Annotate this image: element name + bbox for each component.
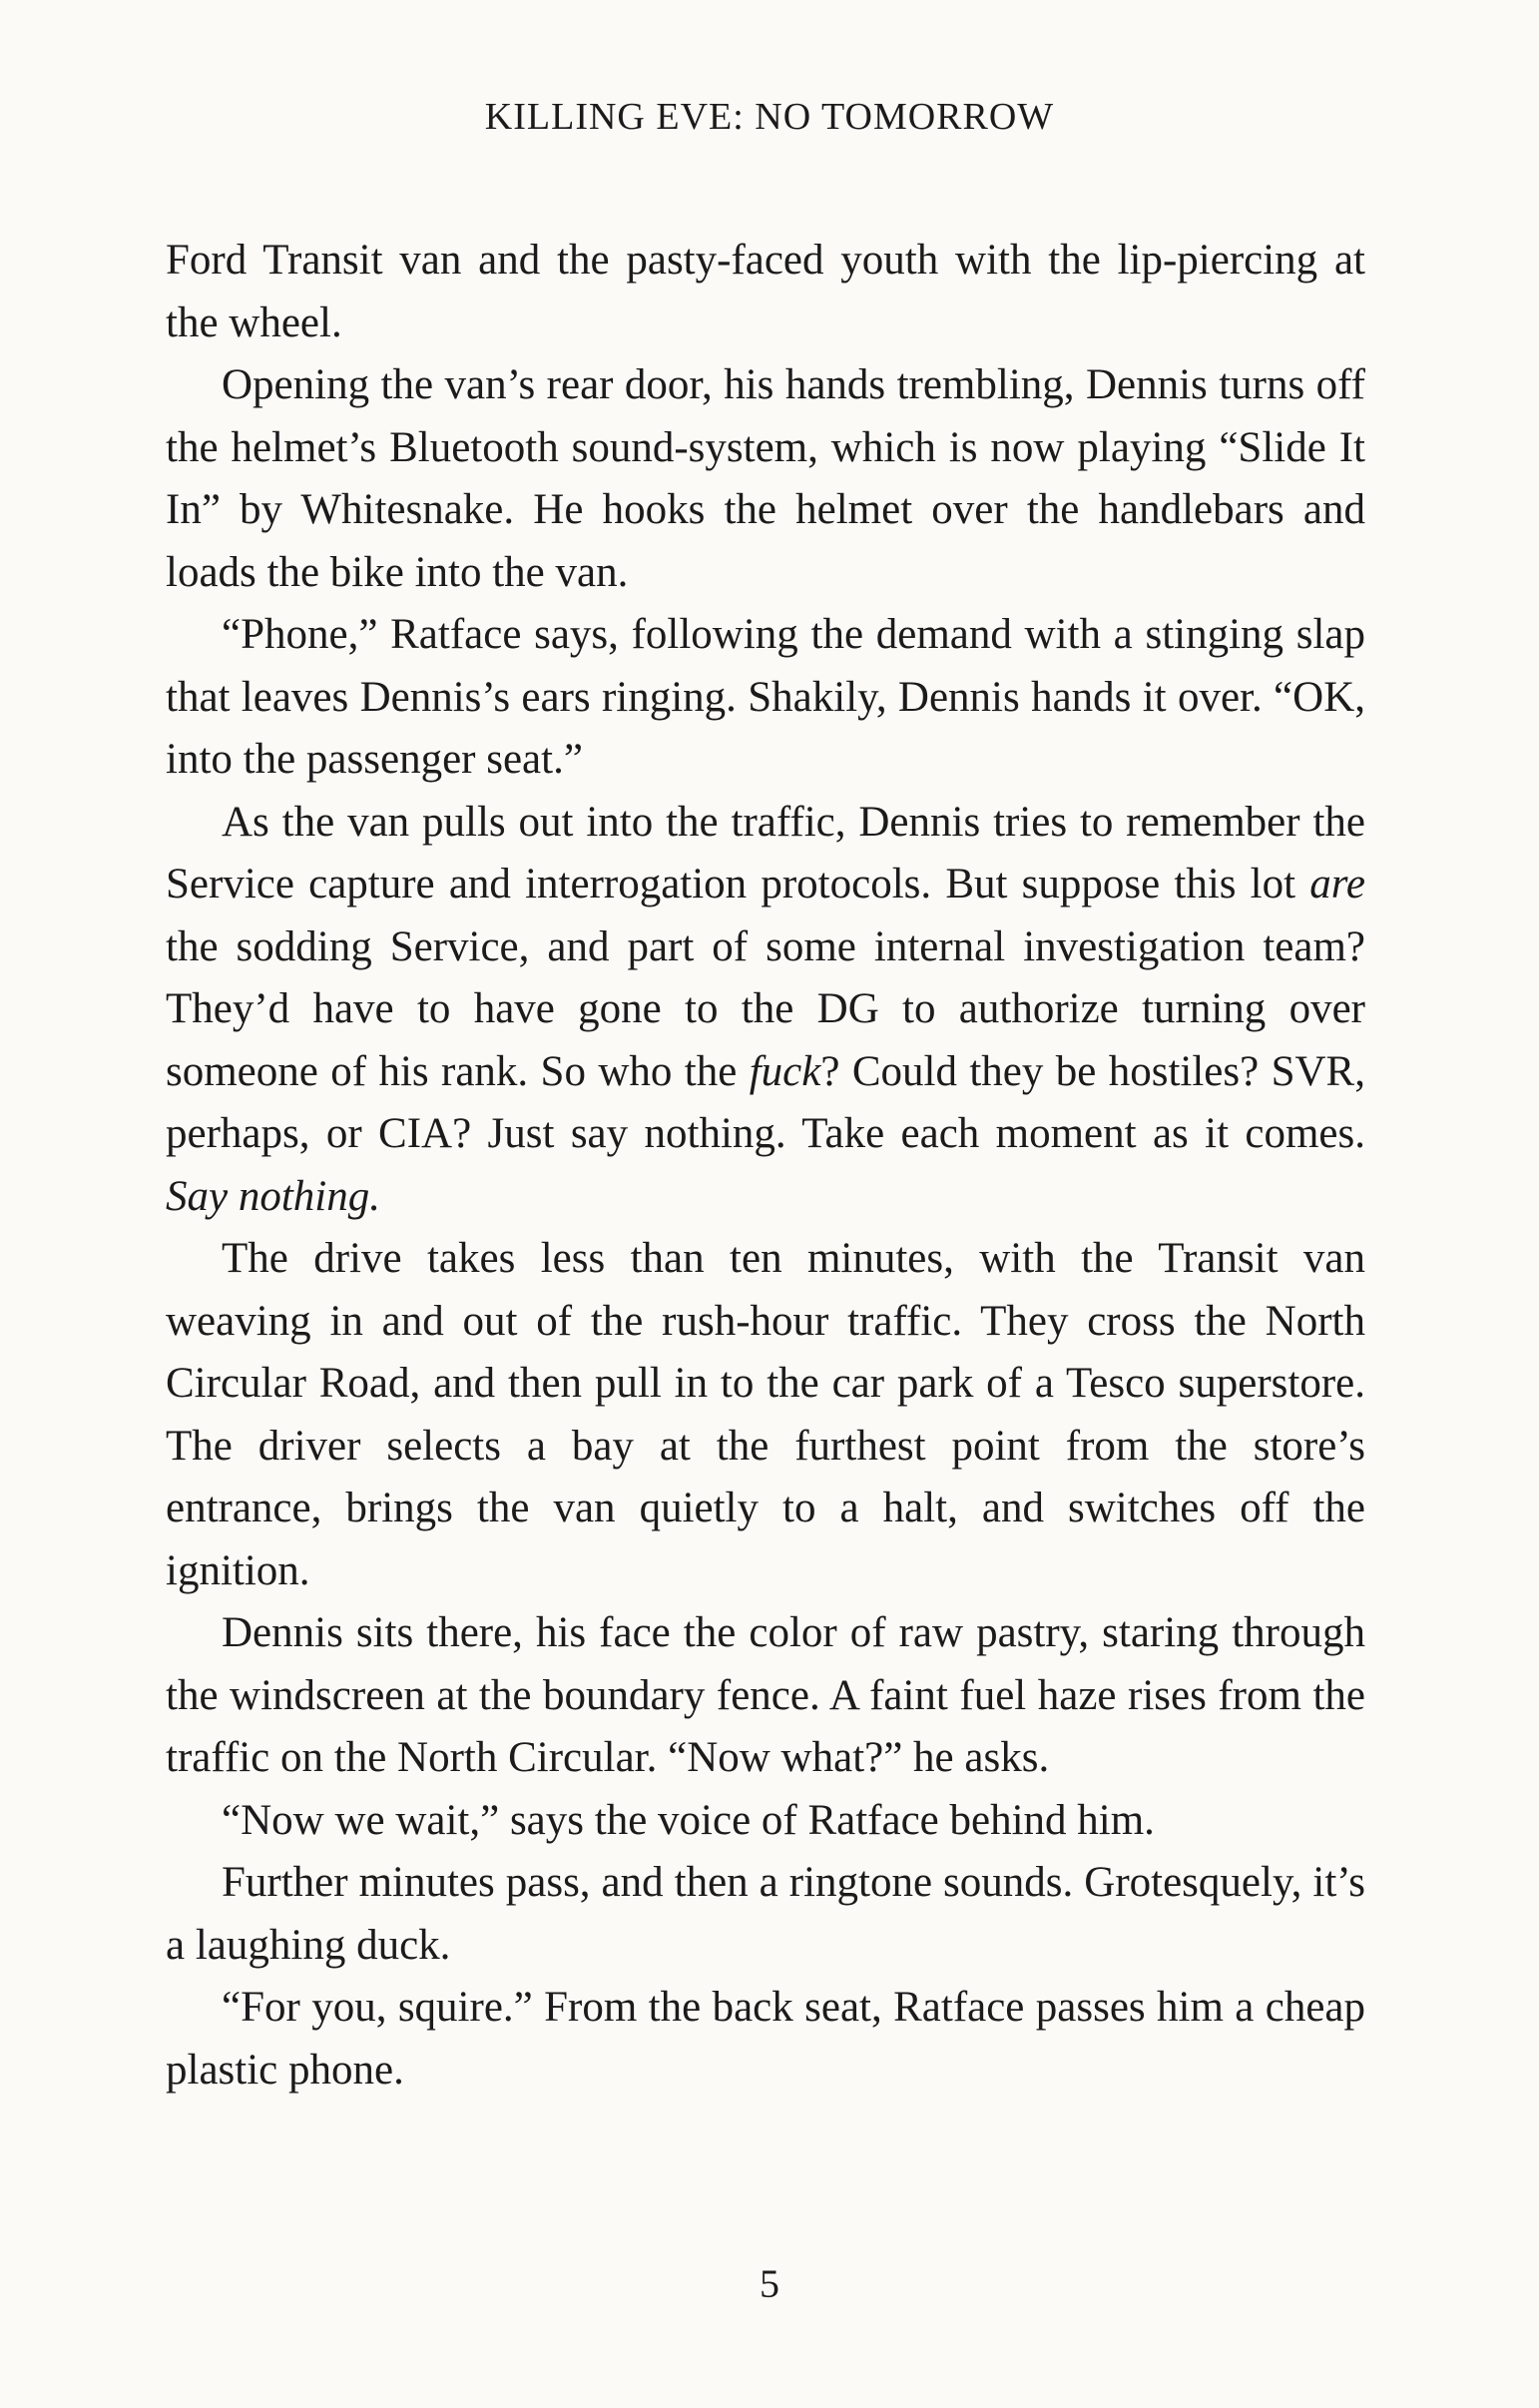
paragraph-2: Opening the van’s rear door, his hands trembling, Dennis turns off the helmet’s Bluetooth sound-system, which is now playing “Slide It In” by Whitesnake. He hooks the helmet over the handlebars and loads the bike into the van. <box>166 361 1365 596</box>
paragraph-5: The drive takes less than ten minutes, with the Transit van weaving in and out of the rush-hour traffic. They cross the North Circular Road, and then pull in to the car park of a Tesco superstore. The driver selects a bay at the furthest point from the store’s entrance, brings the van quietly to a halt, and switches off the ignition. <box>166 1235 1365 1594</box>
running-head: KILLING EVE: NO TOMORROW <box>484 96 1055 138</box>
paragraph-4-text-c: the sodding Service, and part of some internal investigation team? They’d have to have gone to the DG to authorize turning over someone of his rank. So who the <box>166 922 1365 1095</box>
paragraph-4-text-a: As the van pulls out into the traffic, Dennis tries to remember the Service capture and interrogation protocols. But suppose this lot <box>166 798 1365 907</box>
paragraph-4-emphasis-are: are <box>1309 861 1365 907</box>
paragraph-9: “For you, squire.” From the back seat, Ratface passes him a cheap plastic phone. <box>166 1984 1365 2094</box>
body-text <box>166 230 1365 2102</box>
paragraph-4 <box>166 792 1365 1229</box>
paragraph-7: “Now we wait,” says the voice of Ratface behind him. <box>222 1796 1155 1844</box>
paragraph-4-text-e: ? Could they be hostiles? SVR, perhaps, or CIA? Just say nothing. Take each moment as it comes. <box>166 1047 1365 1157</box>
paragraph-3: “Phone,” Ratface says, following the demand with a stinging slap that leaves Dennis’s ears ringing. Shakily, Dennis hands it over. “OK, into the passenger seat.” <box>166 611 1365 783</box>
paragraph-4-emphasis-fuck: fuck <box>749 1047 821 1095</box>
page-number: 5 <box>760 2261 779 2306</box>
paragraph-4-emphasis-say-nothing: Say nothing. <box>166 1172 380 1220</box>
paragraph-1: Ford Transit van and the pasty-faced youth with the lip-piercing at the wheel. <box>166 237 1365 346</box>
paragraph-8: Further minutes pass, and then a ringtone sounds. Grotesquely, it’s a laughing duck. <box>166 1859 1365 1969</box>
paragraph-6: Dennis sits there, his face the color of raw pastry, staring through the windscreen at the boundary fence. A faint fuel haze rises from the traffic on the North Circular. “Now what?” he asks. <box>166 1609 1365 1781</box>
